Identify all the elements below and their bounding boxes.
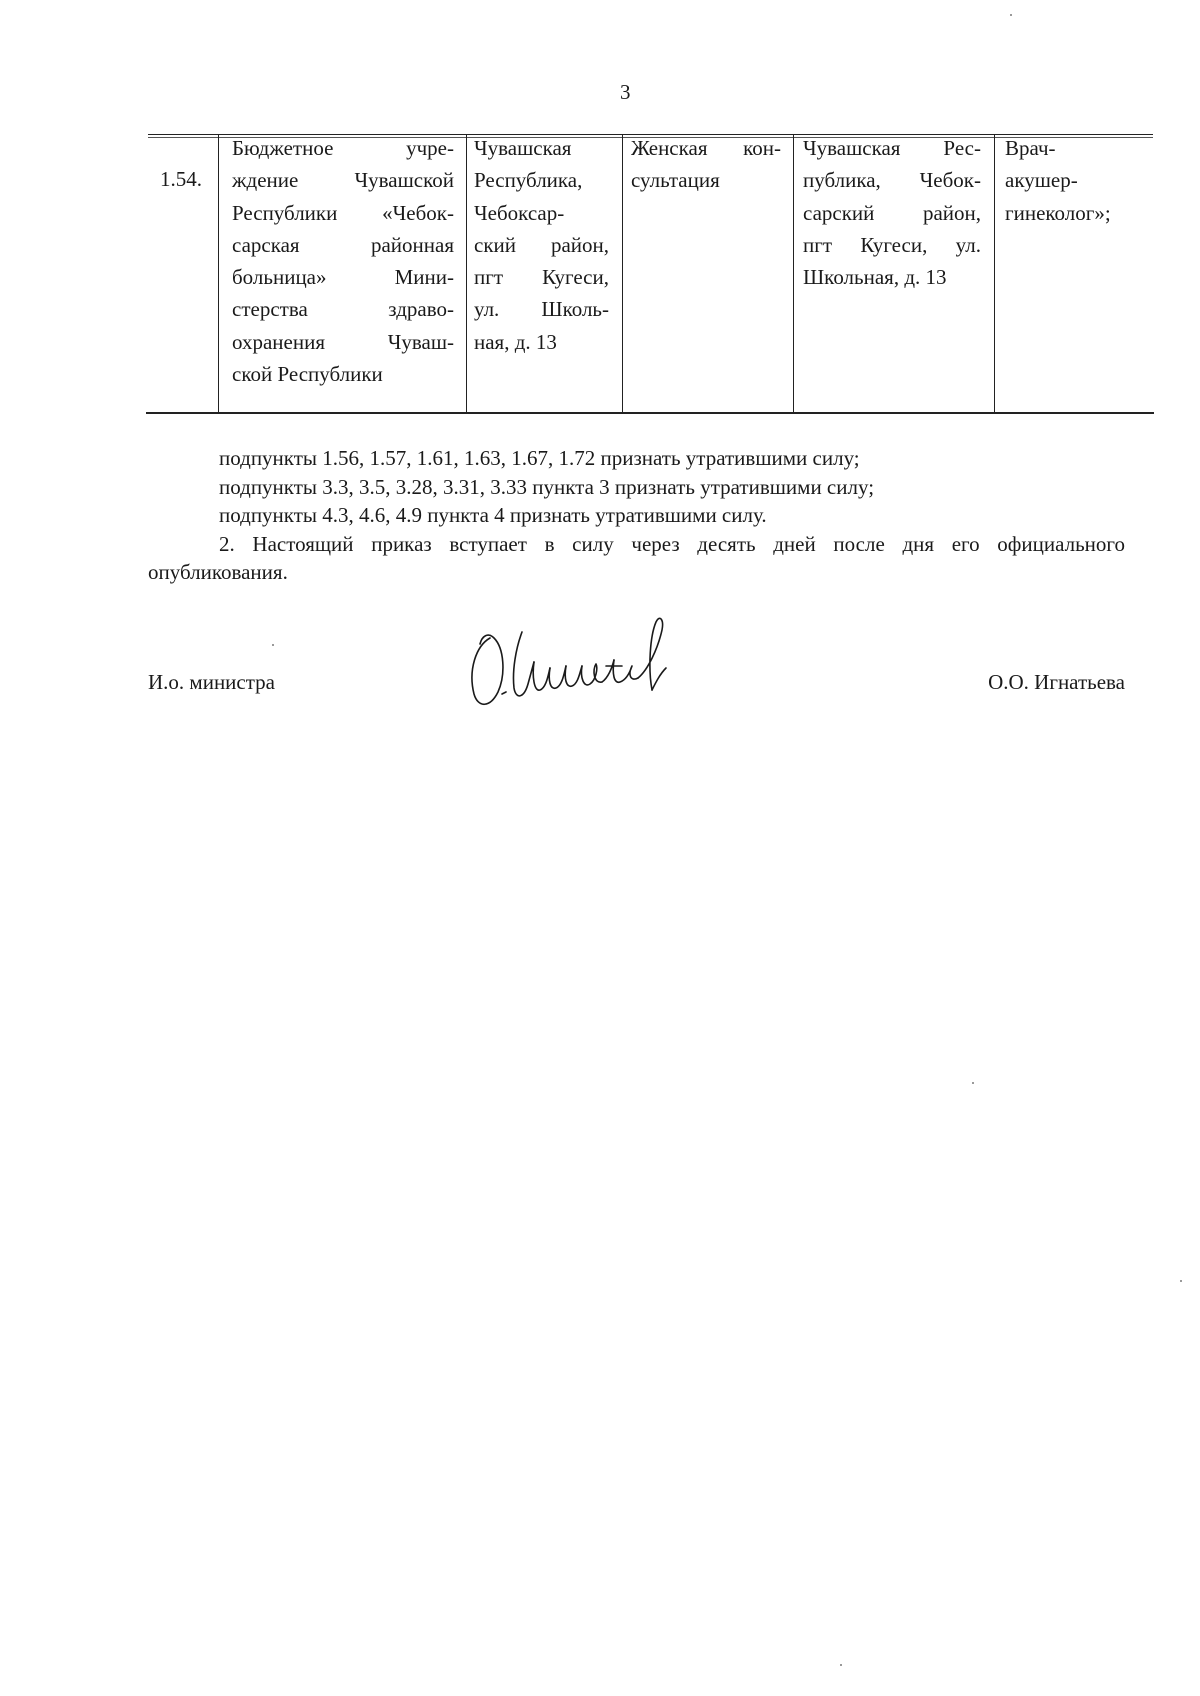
- cell-line: стерства здраво-: [232, 297, 454, 322]
- page-number: 3: [620, 80, 631, 104]
- table-bottom-border: [146, 412, 1154, 414]
- table-column-divider: [466, 134, 467, 413]
- cell-line: ский район,: [474, 232, 609, 257]
- cell-line: публика, Чебок-: [803, 168, 981, 193]
- cell-line: ная, д. 13: [474, 329, 557, 354]
- cell-line: акушер-: [1005, 168, 1078, 193]
- cell-line: Бюджетное учре-: [232, 136, 454, 160]
- paragraph: подпункты 1.56, 1.57, 1.61, 1.63, 1.67, 1.72 признать утратившими силу;: [219, 446, 860, 470]
- table-column-divider: [994, 134, 995, 413]
- scan-speck: [1010, 14, 1012, 16]
- cell-line: Чувашская: [474, 136, 572, 160]
- scan-speck: [1180, 1280, 1182, 1282]
- table-column-divider: [218, 134, 219, 413]
- paragraph: подпункты 4.3, 4.6, 4.9 пункта 4 признать утратившими силу.: [219, 503, 767, 528]
- paragraph-continuation: опубликования.: [148, 560, 288, 585]
- cell-line: сарская районная: [232, 232, 454, 257]
- cell-line: ской Республики: [232, 362, 383, 387]
- cell-line: ул. Школь-: [474, 297, 609, 322]
- table-column-divider: [793, 134, 794, 413]
- cell-organization: [232, 132, 454, 390]
- cell-line: пгт Кугеси, ул.: [803, 232, 981, 257]
- handwritten-signature: [462, 608, 722, 718]
- cell-line: Врач-: [1005, 136, 1056, 160]
- cell-address: [803, 132, 981, 293]
- scan-speck: [840, 1664, 842, 1666]
- scan-speck: [972, 1082, 974, 1084]
- cell-line: сарский район,: [803, 200, 981, 225]
- cell-line: Чувашская Рес-: [803, 136, 981, 160]
- cell-line: Чебоксар-: [474, 200, 565, 225]
- cell-line: Женская кон-: [631, 136, 781, 160]
- body-text: [148, 444, 1125, 587]
- cell-line: охранения Чуваш-: [232, 329, 454, 354]
- cell-division: [631, 132, 781, 197]
- cell-location: [474, 132, 609, 358]
- signatory-name: О.О. Игнатьева: [988, 670, 1125, 694]
- cell-line: Школьная, д. 13: [803, 265, 947, 290]
- cell-line: Республика,: [474, 168, 583, 193]
- cell-line: сультация: [631, 168, 720, 193]
- paragraph: 2. Настоящий приказ вступает в силу через десять дней после дня его официального: [219, 531, 1125, 556]
- cell-line: пгт Кугеси,: [474, 265, 609, 290]
- cell-line: ждение Чувашской: [232, 168, 454, 193]
- paragraph: подпункты 3.3, 3.5, 3.28, 3.31, 3.33 пункта 3 признать утратившими силу;: [219, 474, 875, 499]
- row-number: 1.54.: [160, 167, 202, 191]
- signatory-title: И.о. министра: [148, 670, 275, 694]
- table-column-divider: [622, 134, 623, 413]
- cell-line: гинеколог»;: [1005, 200, 1111, 225]
- cell-line: Республики «Чебок-: [232, 200, 454, 225]
- scan-speck: [272, 644, 274, 646]
- cell-position: [1005, 132, 1135, 229]
- cell-line: больница» Мини-: [232, 265, 454, 290]
